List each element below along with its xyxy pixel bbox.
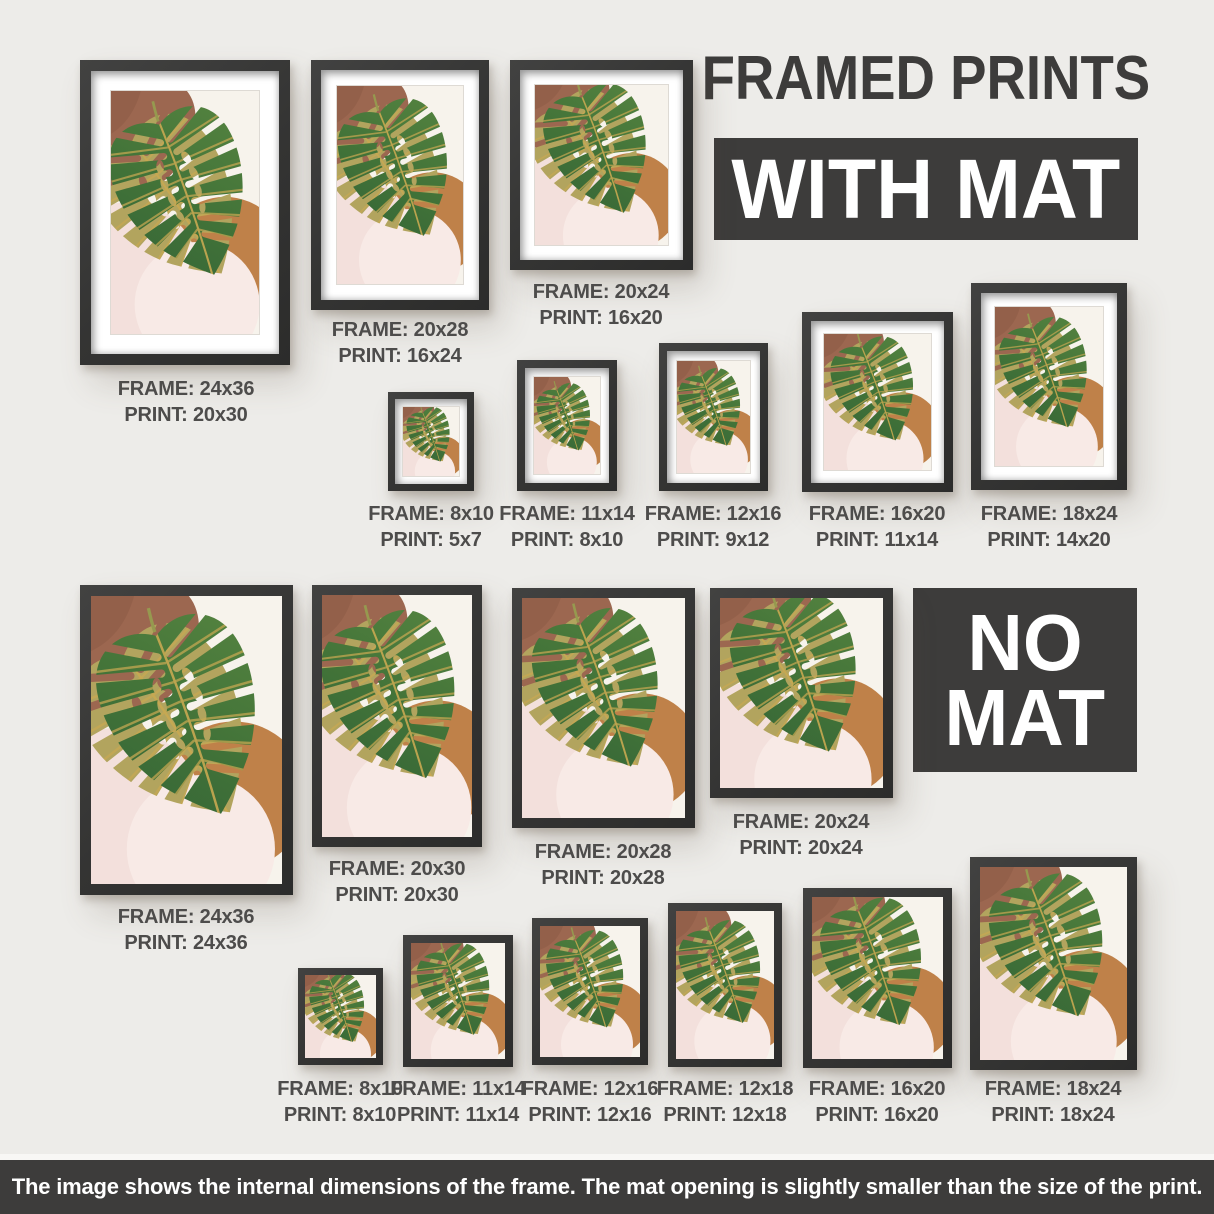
framed-print-nomat-12x16 — [532, 918, 648, 1065]
print-size-line: PRINT: 12x18 — [663, 1103, 787, 1126]
monstera-leaf-artwork — [676, 911, 774, 1059]
print-size-line: PRINT: 16x20 — [815, 1103, 939, 1126]
mat — [520, 70, 683, 260]
framed-print-mat-18x24 — [971, 283, 1127, 490]
monstera-leaf-artwork — [522, 598, 685, 818]
size-label — [390, 1077, 525, 1128]
frame-size-line: FRAME: 24x36 — [117, 906, 255, 928]
framed-print-nomat-16x20 — [803, 888, 952, 1068]
print-size-line: PRINT: 12x16 — [528, 1103, 652, 1126]
frame-size-line: FRAME: 12x16 — [644, 503, 782, 525]
mat — [395, 399, 467, 484]
mat — [525, 368, 609, 483]
monstera-leaf-artwork — [305, 975, 376, 1058]
mat — [321, 70, 479, 300]
print-size-line: PRINT: 20x30 — [335, 883, 459, 906]
monstera-leaf-artwork — [91, 596, 282, 884]
print-size-line: PRINT: 20x24 — [739, 836, 863, 859]
monstera-leaf-artwork — [111, 91, 259, 334]
size-label — [733, 810, 870, 861]
monstera-leaf-artwork — [337, 86, 463, 284]
size-label — [118, 377, 255, 428]
size-label — [499, 502, 634, 553]
size-label — [645, 502, 782, 553]
mat — [811, 321, 944, 483]
print-size-line: PRINT: 18x24 — [991, 1103, 1115, 1126]
print-size-line: PRINT: 20x28 — [541, 866, 665, 889]
framed-print-mat-20x24 — [510, 60, 693, 270]
size-label — [118, 905, 255, 956]
size-label — [368, 502, 494, 553]
frame-size-line: FRAME: 20x24 — [532, 281, 670, 303]
framed-print-mat-12x16 — [659, 343, 768, 491]
framed-print-nomat-11x14 — [403, 935, 513, 1067]
monstera-leaf-artwork — [677, 361, 750, 473]
size-label — [809, 502, 946, 553]
footer-note: The image shows the internal dimensions of the frame. The mat opening is slightly smaller than the size of the print. — [11, 1174, 1203, 1199]
monstera-leaf-artwork — [403, 407, 459, 476]
print-size-line: PRINT: 8x10 — [510, 528, 624, 551]
print-size-line: PRINT: 9x12 — [656, 528, 770, 551]
framed-print-mat-11x14 — [517, 360, 617, 491]
print-size-line: PRINT: 11x14 — [815, 528, 939, 551]
frame-size-line: FRAME: 20x30 — [328, 858, 466, 880]
frame-size-line: FRAME: 12x16 — [521, 1078, 659, 1100]
print-size-line: PRINT: 16x20 — [539, 306, 663, 329]
page-title-text: FRAMED PRINTS — [701, 43, 1151, 113]
framed-print-mat-20x28 — [311, 60, 489, 310]
mat — [981, 293, 1117, 480]
monstera-leaf-artwork — [535, 85, 668, 245]
frame-size-line: FRAME: 16x20 — [808, 1078, 946, 1100]
frame-size-line: FRAME: 20x28 — [331, 319, 469, 341]
frame-size-line: FRAME: 20x24 — [732, 811, 870, 833]
size-label — [657, 1077, 794, 1128]
no-mat-badge-line1: NO — [967, 597, 1083, 687]
monstera-leaf-artwork — [534, 377, 600, 474]
frame-size-line: FRAME: 12x18 — [656, 1078, 794, 1100]
framed-print-nomat-8x10 — [298, 968, 383, 1065]
monstera-leaf-artwork — [980, 867, 1127, 1060]
print-size-line: PRINT: 24x36 — [124, 931, 248, 954]
framed-print-nomat-20x24 — [710, 588, 893, 798]
print-size-line: PRINT: 16x24 — [338, 344, 462, 367]
no-mat-badge — [913, 588, 1137, 772]
page-title — [701, 42, 1151, 114]
monstera-leaf-artwork — [322, 595, 472, 837]
footer-note-bar — [0, 1154, 1214, 1214]
framed-print-nomat-20x28 — [512, 588, 695, 828]
monstera-leaf-artwork — [540, 926, 640, 1057]
size-label — [522, 1077, 659, 1128]
print-size-line: PRINT: 5x7 — [380, 528, 482, 551]
framed-print-mat-8x10 — [388, 392, 474, 491]
frame-size-line: FRAME: 11x14 — [499, 503, 635, 525]
size-label — [985, 1077, 1122, 1128]
size-label — [277, 1077, 403, 1128]
mat — [91, 71, 279, 354]
monstera-leaf-artwork — [995, 307, 1103, 466]
frame-size-line: FRAME: 16x20 — [808, 503, 946, 525]
monstera-leaf-artwork — [824, 334, 931, 470]
frame-size-line: FRAME: 18x24 — [984, 1078, 1122, 1100]
monstera-leaf-artwork — [812, 897, 943, 1059]
monstera-leaf-artwork — [720, 598, 883, 788]
framed-print-mat-24x36 — [80, 60, 290, 365]
with-mat-badge — [714, 138, 1138, 240]
framed-print-mat-16x20 — [802, 312, 953, 492]
frame-size-line: FRAME: 11x14 — [390, 1078, 526, 1100]
framed-print-nomat-12x18 — [668, 903, 782, 1067]
print-size-line: PRINT: 20x30 — [124, 403, 248, 426]
size-label — [329, 857, 466, 908]
size-label — [809, 1077, 946, 1128]
size-label — [332, 318, 469, 369]
print-size-line: PRINT: 11x14 — [396, 1103, 520, 1126]
frame-size-line: FRAME: 8x10 — [277, 1078, 403, 1100]
size-label — [533, 280, 670, 331]
monstera-leaf-artwork — [411, 943, 505, 1059]
size-label — [981, 502, 1118, 553]
frame-size-line: FRAME: 8x10 — [368, 503, 494, 525]
size-label — [535, 840, 672, 891]
framed-print-nomat-20x30 — [312, 585, 482, 847]
no-mat-badge-line2: MAT — [944, 673, 1106, 762]
print-size-line: PRINT: 14x20 — [987, 528, 1111, 551]
framed-print-nomat-18x24 — [970, 857, 1137, 1070]
with-mat-badge-text: WITH MAT — [731, 141, 1121, 236]
frame-size-line: FRAME: 24x36 — [117, 378, 255, 400]
frame-size-line: FRAME: 18x24 — [980, 503, 1118, 525]
framed-print-nomat-24x36 — [80, 585, 293, 895]
mat — [667, 351, 760, 483]
frame-size-line: FRAME: 20x28 — [534, 841, 672, 863]
print-size-line: PRINT: 8x10 — [283, 1103, 397, 1126]
